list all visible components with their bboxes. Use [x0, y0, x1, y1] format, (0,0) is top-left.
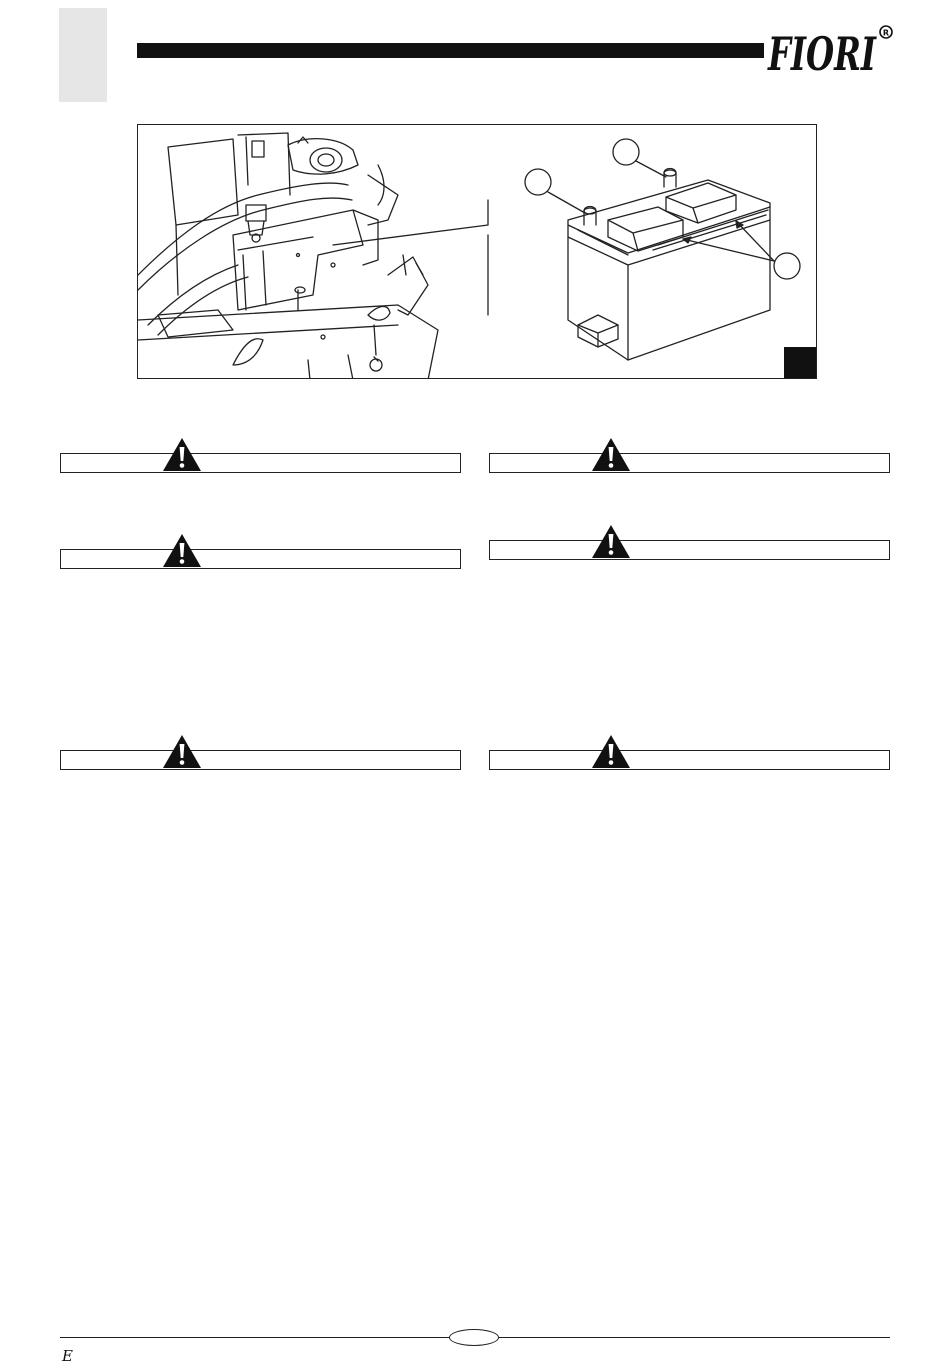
battery-figure [137, 124, 817, 379]
warning-box-3 [489, 540, 890, 560]
language-mark: E [62, 1347, 73, 1365]
warning-box-5 [60, 750, 461, 770]
machine-engine-bay-illustration [138, 133, 488, 379]
battery-illustration [525, 139, 800, 360]
warning-box-1 [60, 453, 461, 473]
warning-triangle-icon [162, 734, 202, 769]
svg-text:FIORI: FIORI [766, 27, 878, 81]
warning-triangle-icon [162, 533, 202, 568]
fiori-logo [764, 18, 894, 82]
warning-triangle-icon [162, 437, 202, 472]
header-bar [137, 43, 764, 58]
page-number [449, 1329, 499, 1346]
warning-box-6 [489, 750, 890, 770]
warning-triangle-icon [591, 734, 631, 769]
svg-text:R: R [882, 28, 890, 38]
warning-box-2 [489, 453, 890, 473]
warning-triangle-icon [591, 524, 631, 559]
warning-box-4 [60, 549, 461, 569]
section-tab [59, 8, 107, 102]
figure-number-block [784, 347, 817, 379]
warning-triangle-icon [591, 437, 631, 472]
